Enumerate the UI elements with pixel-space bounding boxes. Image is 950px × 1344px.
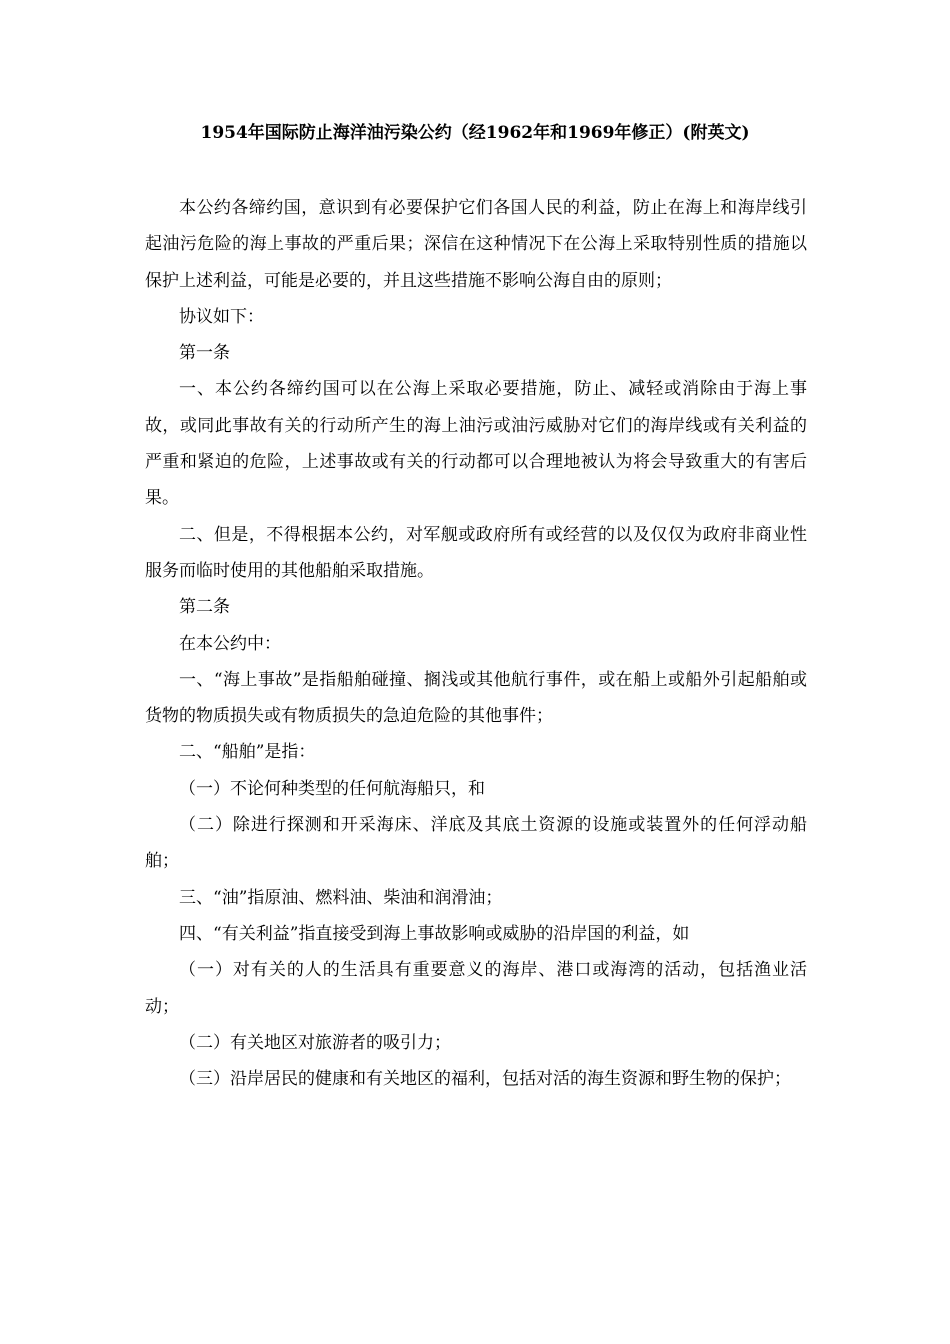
- definition-related-interests: 四、“有关利益”指直接受到海上事故影响或威胁的沿岸国的利益，如: [179, 923, 690, 944]
- definition-ship: 二、“船舶”是指：: [179, 742, 316, 763]
- article-2-heading: 第二条: [179, 597, 230, 618]
- definition-ship-item-1: （一）不论何种类型的任何航海船只，和: [179, 778, 485, 799]
- document-body: [145, 190, 807, 1097]
- related-interests-item-3: （三）沿岸居民的健康和有关地区的福利，包括对活的海生资源和野生物的保护；: [179, 1069, 791, 1090]
- agreement-intro: 协议如下：: [179, 306, 264, 327]
- article-1-heading: 第一条: [179, 343, 230, 364]
- related-interests-item-2: （二）有关地区对旅游者的吸引力；: [179, 1032, 451, 1053]
- definition-maritime-casualty: 一、“海上事故”是指船舶碰撞、搁浅或其他航行事件，或在船上或船外引起船舶或货物的物质损失或有物质损失的急迫危险的其他事件；: [145, 669, 807, 727]
- definition-oil: 三、“油”指原油、燃料油、柴油和润滑油；: [179, 887, 503, 908]
- article-1-clause-1: 一、本公约各缔约国可以在公海上采取必要措施，防止、减轻或消除由于海上事故，或同此事故有关的行动所产生的海上油污或油污威胁对它们的海岸线或有关利益的严重和紧迫的危险，上述事故或有关的行动都可以合理地被认为将会导致重大的有害后果。: [145, 379, 807, 509]
- definition-ship-item-2: （二）除进行探测和开采海床、洋底及其底土资源的设施或装置外的任何浮动船舶；: [145, 815, 807, 872]
- document-title: 1954年国际防止海洋油污染公约（经1962年和1969年修正）(附英文): [200, 123, 750, 143]
- article-2-intro: 在本公约中：: [179, 633, 281, 654]
- article-1-clause-2: 二、但是，不得根据本公约，对军舰或政府所有或经营的以及仅仅为政府非商业性服务而临时使用的其他船舶采取措施。: [145, 524, 807, 581]
- preamble-paragraph: 本公约各缔约国，意识到有必要保护它们各国人民的利益，防止在海上和海岸线引起油污危险的海上事故的严重后果；深信在这种情况下在公海上采取特别性质的措施以保护上述利益，可能是必要的，并且这些措施不影响公海自由的原则；: [145, 198, 807, 291]
- related-interests-item-1: （一）对有关的人的生活具有重要意义的海岸、港口或海湾的活动，包括渔业活动；: [145, 960, 807, 1017]
